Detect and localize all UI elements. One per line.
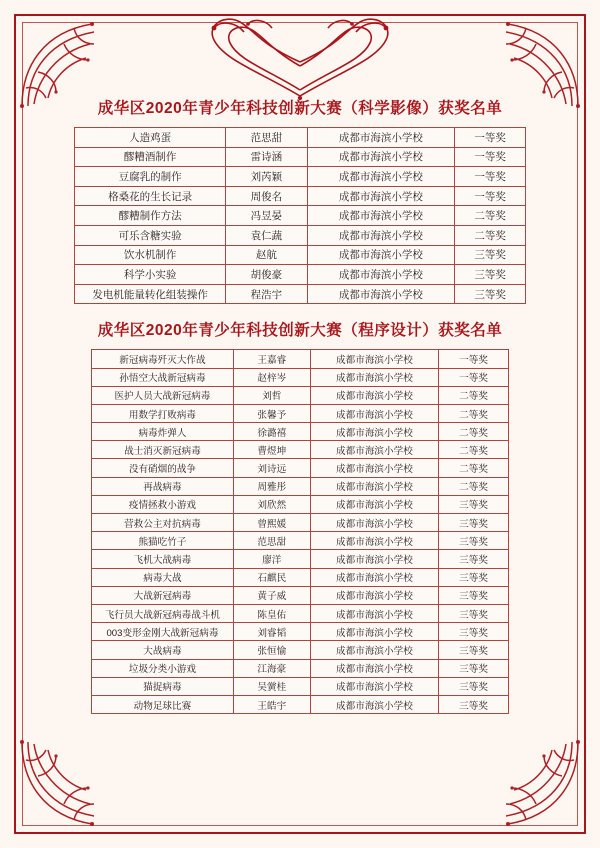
cell-project: 疫情拯救小游戏 <box>92 495 234 513</box>
table-row <box>92 604 509 622</box>
cell-student: 陈皇佑 <box>233 604 310 622</box>
cell-school: 成都市海滨小学校 <box>310 459 438 477</box>
cell-prize: 一等奖 <box>455 167 526 187</box>
cell-project: 人造鸡蛋 <box>75 128 226 148</box>
cell-prize: 三等奖 <box>455 284 526 304</box>
cell-student: 范思甜 <box>233 532 310 550</box>
cell-school: 成都市海滨小学校 <box>310 659 438 677</box>
cell-project: 科学小实验 <box>75 265 226 285</box>
cell-project: 孙悟空大战新冠病毒 <box>92 368 234 386</box>
cell-school: 成都市海滨小学校 <box>310 532 438 550</box>
cell-prize: 一等奖 <box>455 147 526 167</box>
cell-student: 程浩宇 <box>226 284 307 304</box>
cell-project: 新冠病毒歼灭大作战 <box>92 350 234 368</box>
cell-school: 成都市海滨小学校 <box>307 284 455 304</box>
cell-prize: 一等奖 <box>439 350 509 368</box>
cell-school: 成都市海滨小学校 <box>310 677 438 695</box>
cell-student: 王皓宇 <box>233 695 310 713</box>
cell-school: 成都市海滨小学校 <box>307 167 455 187</box>
cell-project: 豆腐乳的制作 <box>75 167 226 187</box>
cell-prize: 三等奖 <box>439 495 509 513</box>
cell-student: 刘诗远 <box>233 459 310 477</box>
cell-prize: 二等奖 <box>455 225 526 245</box>
cell-project: 没有硝烟的战争 <box>92 459 234 477</box>
cell-student: 徐潞禧 <box>233 423 310 441</box>
cell-student: 刘欣然 <box>233 495 310 513</box>
cell-project: 003变形金刚大战新冠病毒 <box>92 623 234 641</box>
cell-project: 可乐含糖实验 <box>75 225 226 245</box>
cell-school: 成都市海滨小学校 <box>310 423 438 441</box>
cell-student: 江海豪 <box>233 659 310 677</box>
cell-student: 石麒民 <box>233 568 310 586</box>
cell-student: 吴黉桂 <box>233 677 310 695</box>
cell-project: 醪糟制作方法 <box>75 206 226 226</box>
table-row <box>75 265 526 285</box>
cell-student: 赵梓岑 <box>233 368 310 386</box>
cell-school: 成都市海滨小学校 <box>310 623 438 641</box>
cell-school: 成都市海滨小学校 <box>307 147 455 167</box>
document-content <box>42 92 558 808</box>
table-row <box>75 245 526 265</box>
cell-student: 雷诗涵 <box>226 147 307 167</box>
cell-student: 袁仁蔬 <box>226 225 307 245</box>
table-row <box>92 550 509 568</box>
table-row <box>92 677 509 695</box>
table-row <box>75 225 526 245</box>
cell-prize: 一等奖 <box>455 186 526 206</box>
cell-student: 曾熙媛 <box>233 514 310 532</box>
cell-prize: 三等奖 <box>455 265 526 285</box>
cell-student: 周雅彤 <box>233 477 310 495</box>
cell-school: 成都市海滨小学校 <box>307 206 455 226</box>
section-programming <box>42 318 558 714</box>
table-row <box>92 477 509 495</box>
cell-student: 胡俊豪 <box>226 265 307 285</box>
cell-project: 再战病毒 <box>92 477 234 495</box>
cell-school: 成都市海滨小学校 <box>310 514 438 532</box>
cell-student: 周俊名 <box>226 186 307 206</box>
table-row <box>75 186 526 206</box>
cell-student: 刘睿韬 <box>233 623 310 641</box>
cell-project: 发电机能量转化组装操作 <box>75 284 226 304</box>
cell-student: 刘芮颖 <box>226 167 307 187</box>
table-row <box>92 386 509 404</box>
table-row <box>75 284 526 304</box>
table-row <box>92 368 509 386</box>
cell-school: 成都市海滨小学校 <box>310 441 438 459</box>
award-table-science-film <box>74 127 526 304</box>
cell-school: 成都市海滨小学校 <box>310 550 438 568</box>
cell-student: 王嘉睿 <box>233 350 310 368</box>
table-row <box>92 441 509 459</box>
cell-prize: 二等奖 <box>439 477 509 495</box>
section-title-science-film: 成华区2020年青少年科技创新大赛（科学影像）获奖名单 <box>97 100 503 117</box>
cell-project: 格桑花的生长记录 <box>75 186 226 206</box>
cell-school: 成都市海滨小学校 <box>307 245 455 265</box>
cell-school: 成都市海滨小学校 <box>310 477 438 495</box>
cell-school: 成都市海滨小学校 <box>310 586 438 604</box>
cell-school: 成都市海滨小学校 <box>310 368 438 386</box>
table-row <box>92 404 509 422</box>
table-row <box>75 167 526 187</box>
cell-school: 成都市海滨小学校 <box>307 265 455 285</box>
table-row <box>92 659 509 677</box>
award-table-programming <box>91 349 509 714</box>
cell-prize: 三等奖 <box>439 586 509 604</box>
cell-student: 张馨予 <box>233 404 310 422</box>
cell-student: 赵航 <box>226 245 307 265</box>
table-row <box>75 206 526 226</box>
table-row <box>92 532 509 550</box>
table-row <box>92 695 509 713</box>
cell-school: 成都市海滨小学校 <box>310 350 438 368</box>
cell-prize: 三等奖 <box>439 659 509 677</box>
cell-student: 廖洋 <box>233 550 310 568</box>
cell-student: 张恒愉 <box>233 641 310 659</box>
cell-project: 医护人员大战新冠病毒 <box>92 386 234 404</box>
cell-school: 成都市海滨小学校 <box>310 604 438 622</box>
cell-project: 垃圾分类小游戏 <box>92 659 234 677</box>
cell-prize: 二等奖 <box>439 386 509 404</box>
cell-project: 营救公主对抗病毒 <box>92 514 234 532</box>
cell-project: 饮水机制作 <box>75 245 226 265</box>
cell-prize: 三等奖 <box>439 604 509 622</box>
table-row <box>92 350 509 368</box>
cell-prize: 二等奖 <box>439 441 509 459</box>
table-row <box>92 623 509 641</box>
table-row <box>92 514 509 532</box>
table-row <box>92 495 509 513</box>
cell-prize: 三等奖 <box>439 514 509 532</box>
table-row <box>92 459 509 477</box>
section-title-programming: 成华区2020年青少年科技创新大赛（程序设计）获奖名单 <box>97 322 503 340</box>
cell-student: 曹煜坤 <box>233 441 310 459</box>
cell-prize: 二等奖 <box>439 404 509 422</box>
cell-prize: 三等奖 <box>439 623 509 641</box>
cell-school: 成都市海滨小学校 <box>310 568 438 586</box>
cell-project: 大战病毒 <box>92 641 234 659</box>
cell-school: 成都市海滨小学校 <box>310 641 438 659</box>
cell-project: 猫捉病毒 <box>92 677 234 695</box>
cell-school: 成都市海滨小学校 <box>310 695 438 713</box>
cell-prize: 一等奖 <box>439 368 509 386</box>
table-row <box>75 128 526 148</box>
table-row <box>92 641 509 659</box>
cell-prize: 二等奖 <box>439 423 509 441</box>
cell-prize: 三等奖 <box>439 550 509 568</box>
cell-project: 用数学打败病毒 <box>92 404 234 422</box>
cell-project: 醪糟酒制作 <box>75 147 226 167</box>
cell-student: 黄子威 <box>233 586 310 604</box>
cell-prize: 三等奖 <box>439 695 509 713</box>
cell-project: 飞机大战病毒 <box>92 550 234 568</box>
cell-project: 动物足球比赛 <box>92 695 234 713</box>
cell-prize: 三等奖 <box>455 245 526 265</box>
table-row <box>92 423 509 441</box>
cell-school: 成都市海滨小学校 <box>310 404 438 422</box>
cell-project: 熊猫吃竹子 <box>92 532 234 550</box>
cell-prize: 二等奖 <box>439 459 509 477</box>
cell-prize: 二等奖 <box>455 206 526 226</box>
section-science-film <box>42 96 558 304</box>
cell-prize: 三等奖 <box>439 641 509 659</box>
cell-school: 成都市海滨小学校 <box>307 186 455 206</box>
cell-prize: 三等奖 <box>439 677 509 695</box>
cell-prize: 三等奖 <box>439 532 509 550</box>
cell-project: 飞行员大战新冠病毒战斗机 <box>92 604 234 622</box>
cell-prize: 一等奖 <box>455 128 526 148</box>
cell-prize: 三等奖 <box>439 568 509 586</box>
table-row <box>75 147 526 167</box>
cell-project: 大战新冠病毒 <box>92 586 234 604</box>
cell-school: 成都市海滨小学校 <box>307 128 455 148</box>
cell-student: 刘哲 <box>233 386 310 404</box>
table-row <box>92 568 509 586</box>
cell-project: 病毒炸弹人 <box>92 423 234 441</box>
cell-school: 成都市海滨小学校 <box>307 225 455 245</box>
cell-student: 冯昱晏 <box>226 206 307 226</box>
cell-project: 战士消灭新冠病毒 <box>92 441 234 459</box>
cell-student: 范思甜 <box>226 128 307 148</box>
cell-project: 病毒大战 <box>92 568 234 586</box>
cell-school: 成都市海滨小学校 <box>310 495 438 513</box>
cell-school: 成都市海滨小学校 <box>310 386 438 404</box>
table-row <box>92 586 509 604</box>
